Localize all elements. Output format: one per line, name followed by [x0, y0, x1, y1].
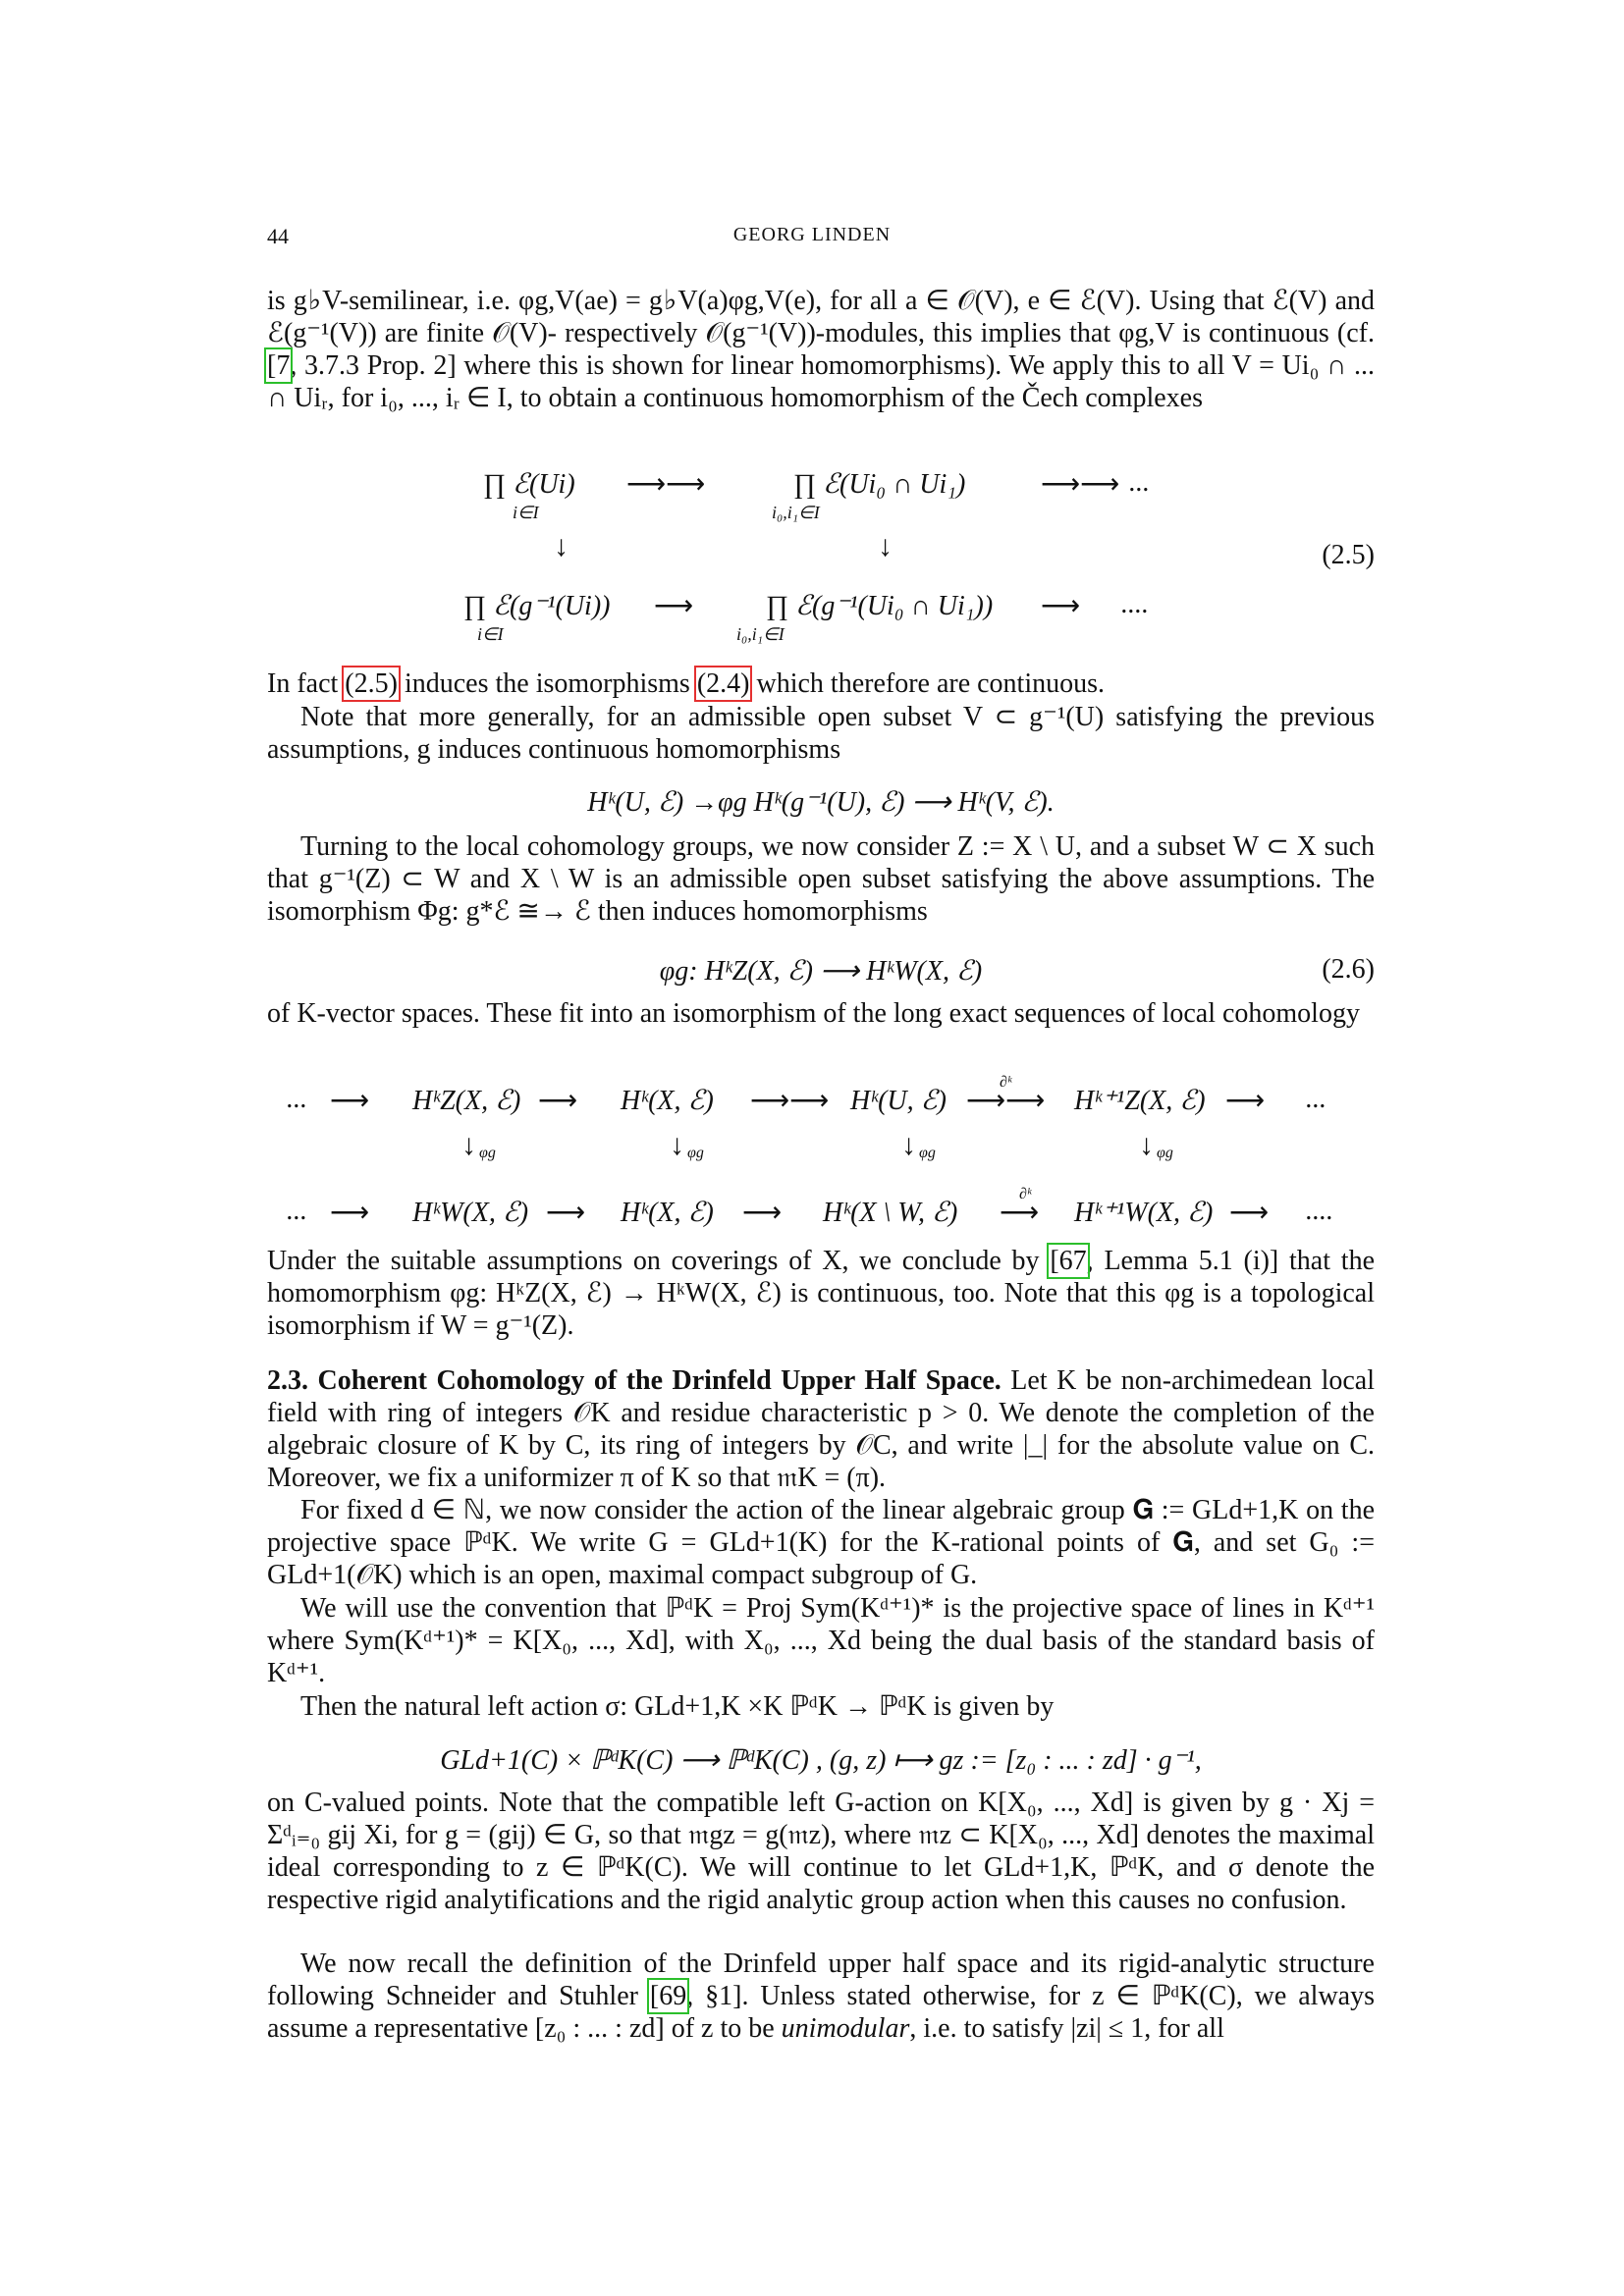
citation-69[interactable]: [69 — [649, 1981, 687, 2011]
les-top-1: HᵏZ(X, ℰ) — [412, 1086, 521, 1116]
arrow: ⟶ — [546, 1198, 586, 1228]
arrow: ⟶ — [1225, 1086, 1266, 1116]
phi-label: φg — [687, 1145, 704, 1161]
diagram-2-5-bottom-sub-2: i₀,i₁∈I — [736, 624, 785, 644]
phi-label: φg — [479, 1145, 496, 1161]
les-top-3: Hᵏ(U, ℰ) — [850, 1086, 947, 1116]
equation-action: GLd+1(C) × ℙᵈK(C) ⟶ ℙᵈK(C) , (g, z) ⟼ gz := [z₀ : ... : zd] · g⁻¹, — [440, 1745, 1202, 1776]
arrow: ⟶ — [1000, 1198, 1040, 1228]
les-top-2: Hᵏ(X, ℰ) — [621, 1086, 714, 1116]
paragraph-2-text-b: induces the isomorphisms — [404, 668, 690, 699]
les-top-5: ... — [1306, 1084, 1326, 1114]
paragraph-11: on C-valued points. Note that the compatible left G-action on K[X₀, ..., Xd] is given by g · Xj = Σᵈᵢ₌₀ gij Xi, for g = (gij) ∈ G, so that 𝔪gz = g(𝔪z), where 𝔪z ⊂ K[X₀, ..., Xd] denotes the maximal ideal corresponding to z ∈ ℙᵈK(C). We will continue to let GLd+1,K, ℙᵈK, and σ denote the respective rigid analytifications and the rigid analytic group action when this causes no confusion. — [267, 1788, 1375, 1915]
les-bottom-1: HᵏW(X, ℰ) — [412, 1198, 529, 1228]
diagram-2-5-bottom-sub-1: i∈I — [477, 624, 504, 644]
paragraph-3: Note that more generally, for an admissible open subset V ⊂ g⁻¹(U) satisfying the previous assumptions, g induces continuous homomorphisms — [267, 702, 1375, 765]
citation-7[interactable]: [7 — [267, 350, 291, 381]
arrow: ⟶⟶ — [750, 1086, 830, 1116]
arrow: ⟶ — [1229, 1198, 1270, 1228]
phi-label: φg — [919, 1145, 936, 1161]
ref-eq-2-5[interactable]: (2.5) — [345, 668, 398, 699]
diagram-2-5-top-sub-1: i∈I — [513, 503, 539, 522]
arrow: ⟶ — [330, 1086, 370, 1116]
paragraph-12 — [267, 1948, 1375, 2045]
paragraph-6 — [267, 1245, 1375, 1342]
diagram-2-5-top-1: ∏ ℰ(Ui) — [483, 469, 575, 500]
citation-67[interactable]: [67 — [1050, 1246, 1087, 1276]
les-top-0: ... — [287, 1084, 307, 1114]
down-arrow: ↓ — [901, 1129, 916, 1161]
paragraph-12-cont: , §1]. Unless stated otherwise, for z ∈ ℙᵈK(C), we always assume a representative [z₀ : ... : zd] of z to be — [267, 1981, 1376, 2044]
diagram-2-5-top-3: ... — [1129, 467, 1150, 498]
arrow: ⟶⟶ — [626, 469, 706, 500]
paragraph-1-text: is g♭V-semilinear, i.e. φg,V(ae) = g♭V(a)φg,V(e), for all a ∈ 𝒪(V), e ∈ ℰ(V). Using that ℰ(V) and ℰ(g⁻¹(V)) are finite 𝒪(V)- respectively 𝒪(g⁻¹(V))-modules, this implies that φg,V is continuous (cf. — [267, 286, 1375, 348]
les-bottom-5: .... — [1306, 1196, 1333, 1226]
down-arrow: ↓ — [461, 1129, 476, 1161]
paragraph-12-text: We now recall the definition of the Drinfeld upper half space and its rigid-analytic structure following Schneider and Stuhler — [267, 1949, 1375, 2011]
down-arrow: ↓ — [878, 530, 893, 562]
boundary-label-bottom: ∂ᵏ — [1019, 1186, 1032, 1202]
paragraph-9: We will use the convention that ℙᵈK = Proj Sym(Kᵈ⁺¹)* is the projective space of lines in Kᵈ⁺¹ where Sym(Kᵈ⁺¹)* = K[X₀, ..., Xd], with X₀, ..., Xd being the dual basis of the standard basis of Kᵈ⁺¹. — [267, 1593, 1375, 1688]
paragraph-5: of K-vector spaces. These fit into an isomorphism of the long exact sequences of local cohomology — [267, 998, 1360, 1029]
arrow: ⟶⟶ — [966, 1086, 1046, 1116]
diagram-2-5-bottom-1: ∏ ℰ(g⁻¹(Ui)) — [463, 591, 611, 621]
paragraph-6-cont: , Lemma 5.1 (i)] that the homomorphism φg: HᵏZ(X, ℰ) → HᵏW(X, ℰ) is continuous, too. Note that this φg is a topological isomorphism if W = g⁻¹(Z). — [267, 1246, 1375, 1341]
page-number: 44 — [267, 224, 289, 248]
les-bottom-0: ... — [287, 1196, 307, 1226]
down-arrow: ↓ — [670, 1129, 684, 1161]
down-arrow: ↓ — [1139, 1129, 1154, 1161]
paragraph-4: Turning to the local cohomology groups, we now consider Z := X \ U, and a subset W ⊂ X such that g⁻¹(Z) ⊂ W and X \ W is an admissible open subset satisfying the above assumptions. The isomorphism Φg: g*ℰ ≅→ ℰ then induces homomorphisms — [267, 831, 1375, 927]
arrow: ⟶ — [538, 1086, 578, 1116]
paragraph-2-text-c: which therefore are continuous. — [756, 668, 1106, 699]
equation-hk: Hᵏ(U, ℰ) →φg Hᵏ(g⁻¹(U), ℰ) ⟶ Hᵏ(V, ℰ). — [587, 787, 1055, 818]
equation-number-2-5: (2.5) — [1322, 540, 1375, 570]
ref-eq-2-4[interactable]: (2.4) — [696, 668, 750, 699]
les-bottom-3: Hᵏ(X \ W, ℰ) — [823, 1198, 958, 1228]
down-arrow: ↓ — [554, 530, 568, 562]
paragraph-10: Then the natural left action σ: GLd+1,K ×K ℙᵈK → ℙᵈK is given by — [300, 1691, 1055, 1722]
arrow: ⟶ — [742, 1198, 783, 1228]
arrow: ⟶ — [330, 1198, 370, 1228]
les-bottom-4: Hᵏ⁺¹W(X, ℰ) — [1074, 1198, 1214, 1228]
unimodular-term: unimodular — [781, 2013, 910, 2044]
paragraph-7-text: Let K be non-archimedean local field with ring of integers 𝒪K and residue characteristic p > 0. We denote the completion of the algebraic closure of K by C, its ring of integers by 𝒪C, and write |_| for the absolute value on C. Moreover, we fix a uniformizer π of K so that 𝔪K = (π). — [267, 1365, 1376, 1493]
arrow: ⟶ — [654, 591, 694, 621]
les-bottom-2: Hᵏ(X, ℰ) — [621, 1198, 714, 1228]
phi-label: φg — [1157, 1145, 1173, 1161]
paragraph-8: For fixed d ∈ ℕ, we now consider the action of the linear algebraic group 𝐆 := GLd+1,K on the projective space ℙᵈK. We write G = GLd+1(K) for the K-rational points of 𝐆, and set G₀ := GLd+1(𝒪K) which is an open, maximal compact subgroup of G. — [267, 1495, 1375, 1590]
diagram-2-5-top-2: ∏ ℰ(Ui₀ ∩ Ui₁) — [793, 469, 966, 500]
paragraph-12-end: , i.e. to satisfy |zi| ≤ 1, for all — [909, 2013, 1224, 2044]
running-title: GEORG LINDEN — [732, 224, 892, 245]
section-2-3 — [267, 1364, 1375, 1494]
les-top-4: Hᵏ⁺¹Z(X, ℰ) — [1074, 1086, 1206, 1116]
boundary-label-top: ∂ᵏ — [1000, 1074, 1012, 1091]
equation-2-6: φg: HᵏZ(X, ℰ) ⟶ HᵏW(X, ℰ) — [659, 956, 983, 987]
arrow: ⟶⟶ — [1041, 469, 1120, 500]
section-heading: 2.3. Coherent Cohomology of the Drinfeld Upper Half Space. — [267, 1365, 1001, 1396]
diagram-2-5-bottom-2: ∏ ℰ(g⁻¹(Ui₀ ∩ Ui₁)) — [766, 591, 994, 621]
equation-number-2-6: (2.6) — [1322, 954, 1375, 985]
diagram-2-5-bottom-3: .... — [1121, 589, 1149, 619]
diagram-2-5-top-sub-2: i₀,i₁∈I — [772, 503, 820, 522]
paragraph-2-text: In fact — [267, 668, 339, 699]
paragraph-1-cont: , 3.7.3 Prop. 2] where this is shown for linear homomorphisms). We apply this to all V = Ui₀ ∩ ... ∩ Uiᵣ, for i₀, ..., iᵣ ∈ I, to obtain a continuous homomorphism of the Čech complexes — [267, 350, 1375, 413]
arrow: ⟶ — [1041, 591, 1081, 621]
paragraph-6-text: Under the suitable assumptions on coverings of X, we conclude by — [267, 1246, 1040, 1276]
